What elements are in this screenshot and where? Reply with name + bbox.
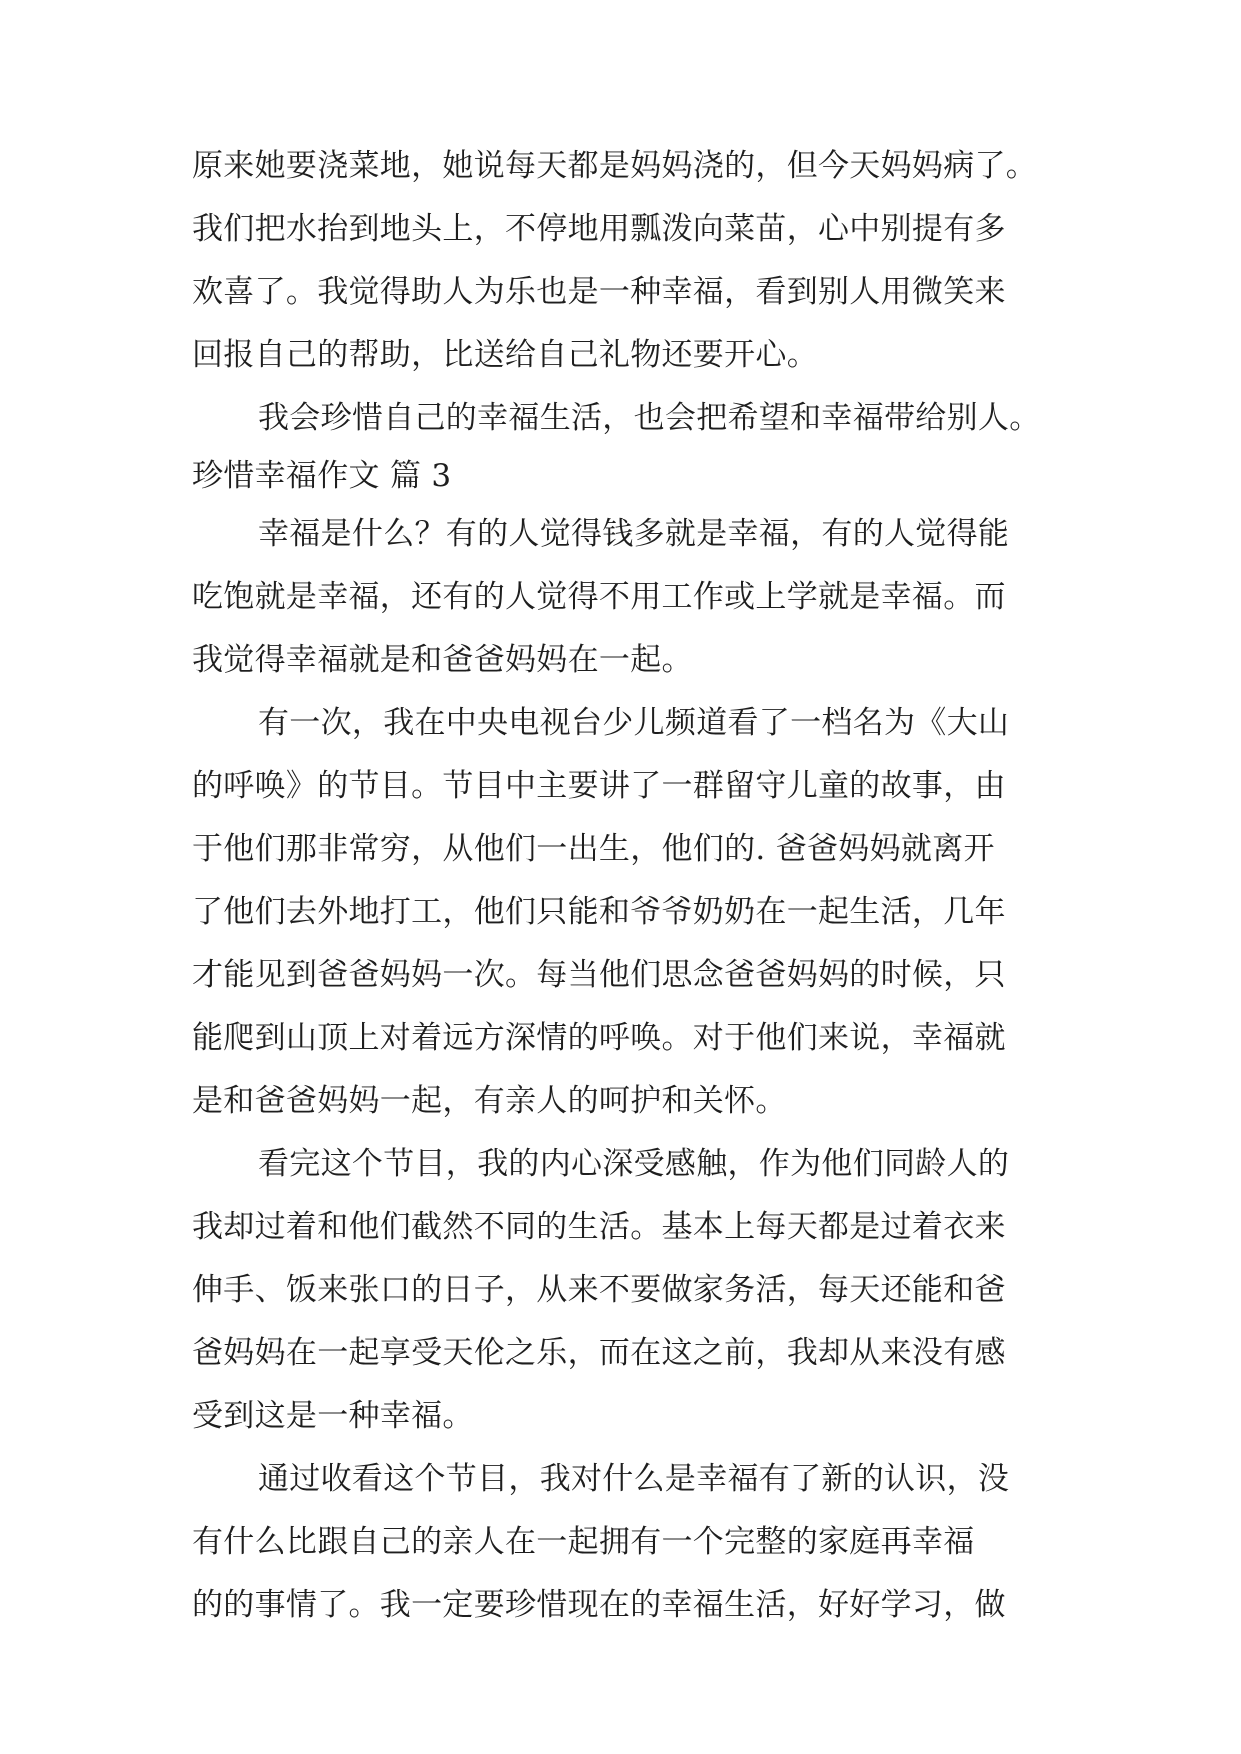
text-line: 欢喜了。我觉得助人为乐也是一种幸福，看到别人用微笑来 <box>192 274 1006 310</box>
text-line: 能爬到山顶上对着远方深情的呼唤。对于他们来说，幸福就 <box>192 1020 1006 1056</box>
paragraph-start-line: 我会珍惜自己的幸福生活，也会把希望和幸福带给别人。 <box>258 400 1041 436</box>
text-line: 有什么比跟自己的亲人在一起拥有一个完整的家庭再幸福 <box>192 1524 975 1560</box>
paragraph-start-line: 通过收看这个节目，我对什么是幸福有了新的认识，没 <box>258 1461 1010 1497</box>
text-line: 原来她要浇菜地，她说每天都是妈妈浇的，但今天妈妈病了。 <box>192 148 1038 184</box>
text-line: 才能见到爸爸妈妈一次。每当他们思念爸爸妈妈的时候，只 <box>192 957 1006 993</box>
text-line: 的呼唤》的节目。节目中主要讲了一群留守儿童的故事，由 <box>192 768 1006 804</box>
text-line: 我却过着和他们截然不同的生活。基本上每天都是过着衣来 <box>192 1209 1006 1245</box>
paragraph-start-line: 看完这个节目，我的内心深受感触，作为他们同龄人的 <box>258 1146 1010 1182</box>
text-line: 的的事情了。我一定要珍惜现在的幸福生活，好好学习，做 <box>192 1587 1006 1623</box>
text-line: 伸手、饭来张口的日子，从来不要做家务活，每天还能和爸 <box>192 1272 1006 1308</box>
text-line: 是和爸爸妈妈一起，有亲人的呵护和关怀。 <box>192 1083 787 1119</box>
text-line: 于他们那非常穷，从他们一出生，他们的. 爸爸妈妈就离开 <box>192 831 995 867</box>
text-line: 回报自己的帮助，比送给自己礼物还要开心。 <box>192 337 818 373</box>
section-heading: 珍惜幸福作文 篇 3 <box>192 458 452 494</box>
paragraph-start-line: 有一次，我在中央电视台少儿频道看了一档名为《大山 <box>258 705 1010 741</box>
paragraph-start-line: 幸福是什么？有的人觉得钱多就是幸福，有的人觉得能 <box>258 516 1010 552</box>
text-line: 我觉得幸福就是和爸爸妈妈在一起。 <box>192 642 693 678</box>
text-line: 了他们去外地打工，他们只能和爷爷奶奶在一起生活，几年 <box>192 894 1006 930</box>
text-line: 爸妈妈在一起享受天伦之乐，而在这之前，我却从来没有感 <box>192 1335 1006 1371</box>
text-line: 吃饱就是幸福，还有的人觉得不用工作或上学就是幸福。而 <box>192 579 1006 615</box>
text-line: 受到这是一种幸福。 <box>192 1398 474 1434</box>
text-line: 我们把水抬到地头上，不停地用瓢泼向菜苗，心中别提有多 <box>192 211 1006 247</box>
